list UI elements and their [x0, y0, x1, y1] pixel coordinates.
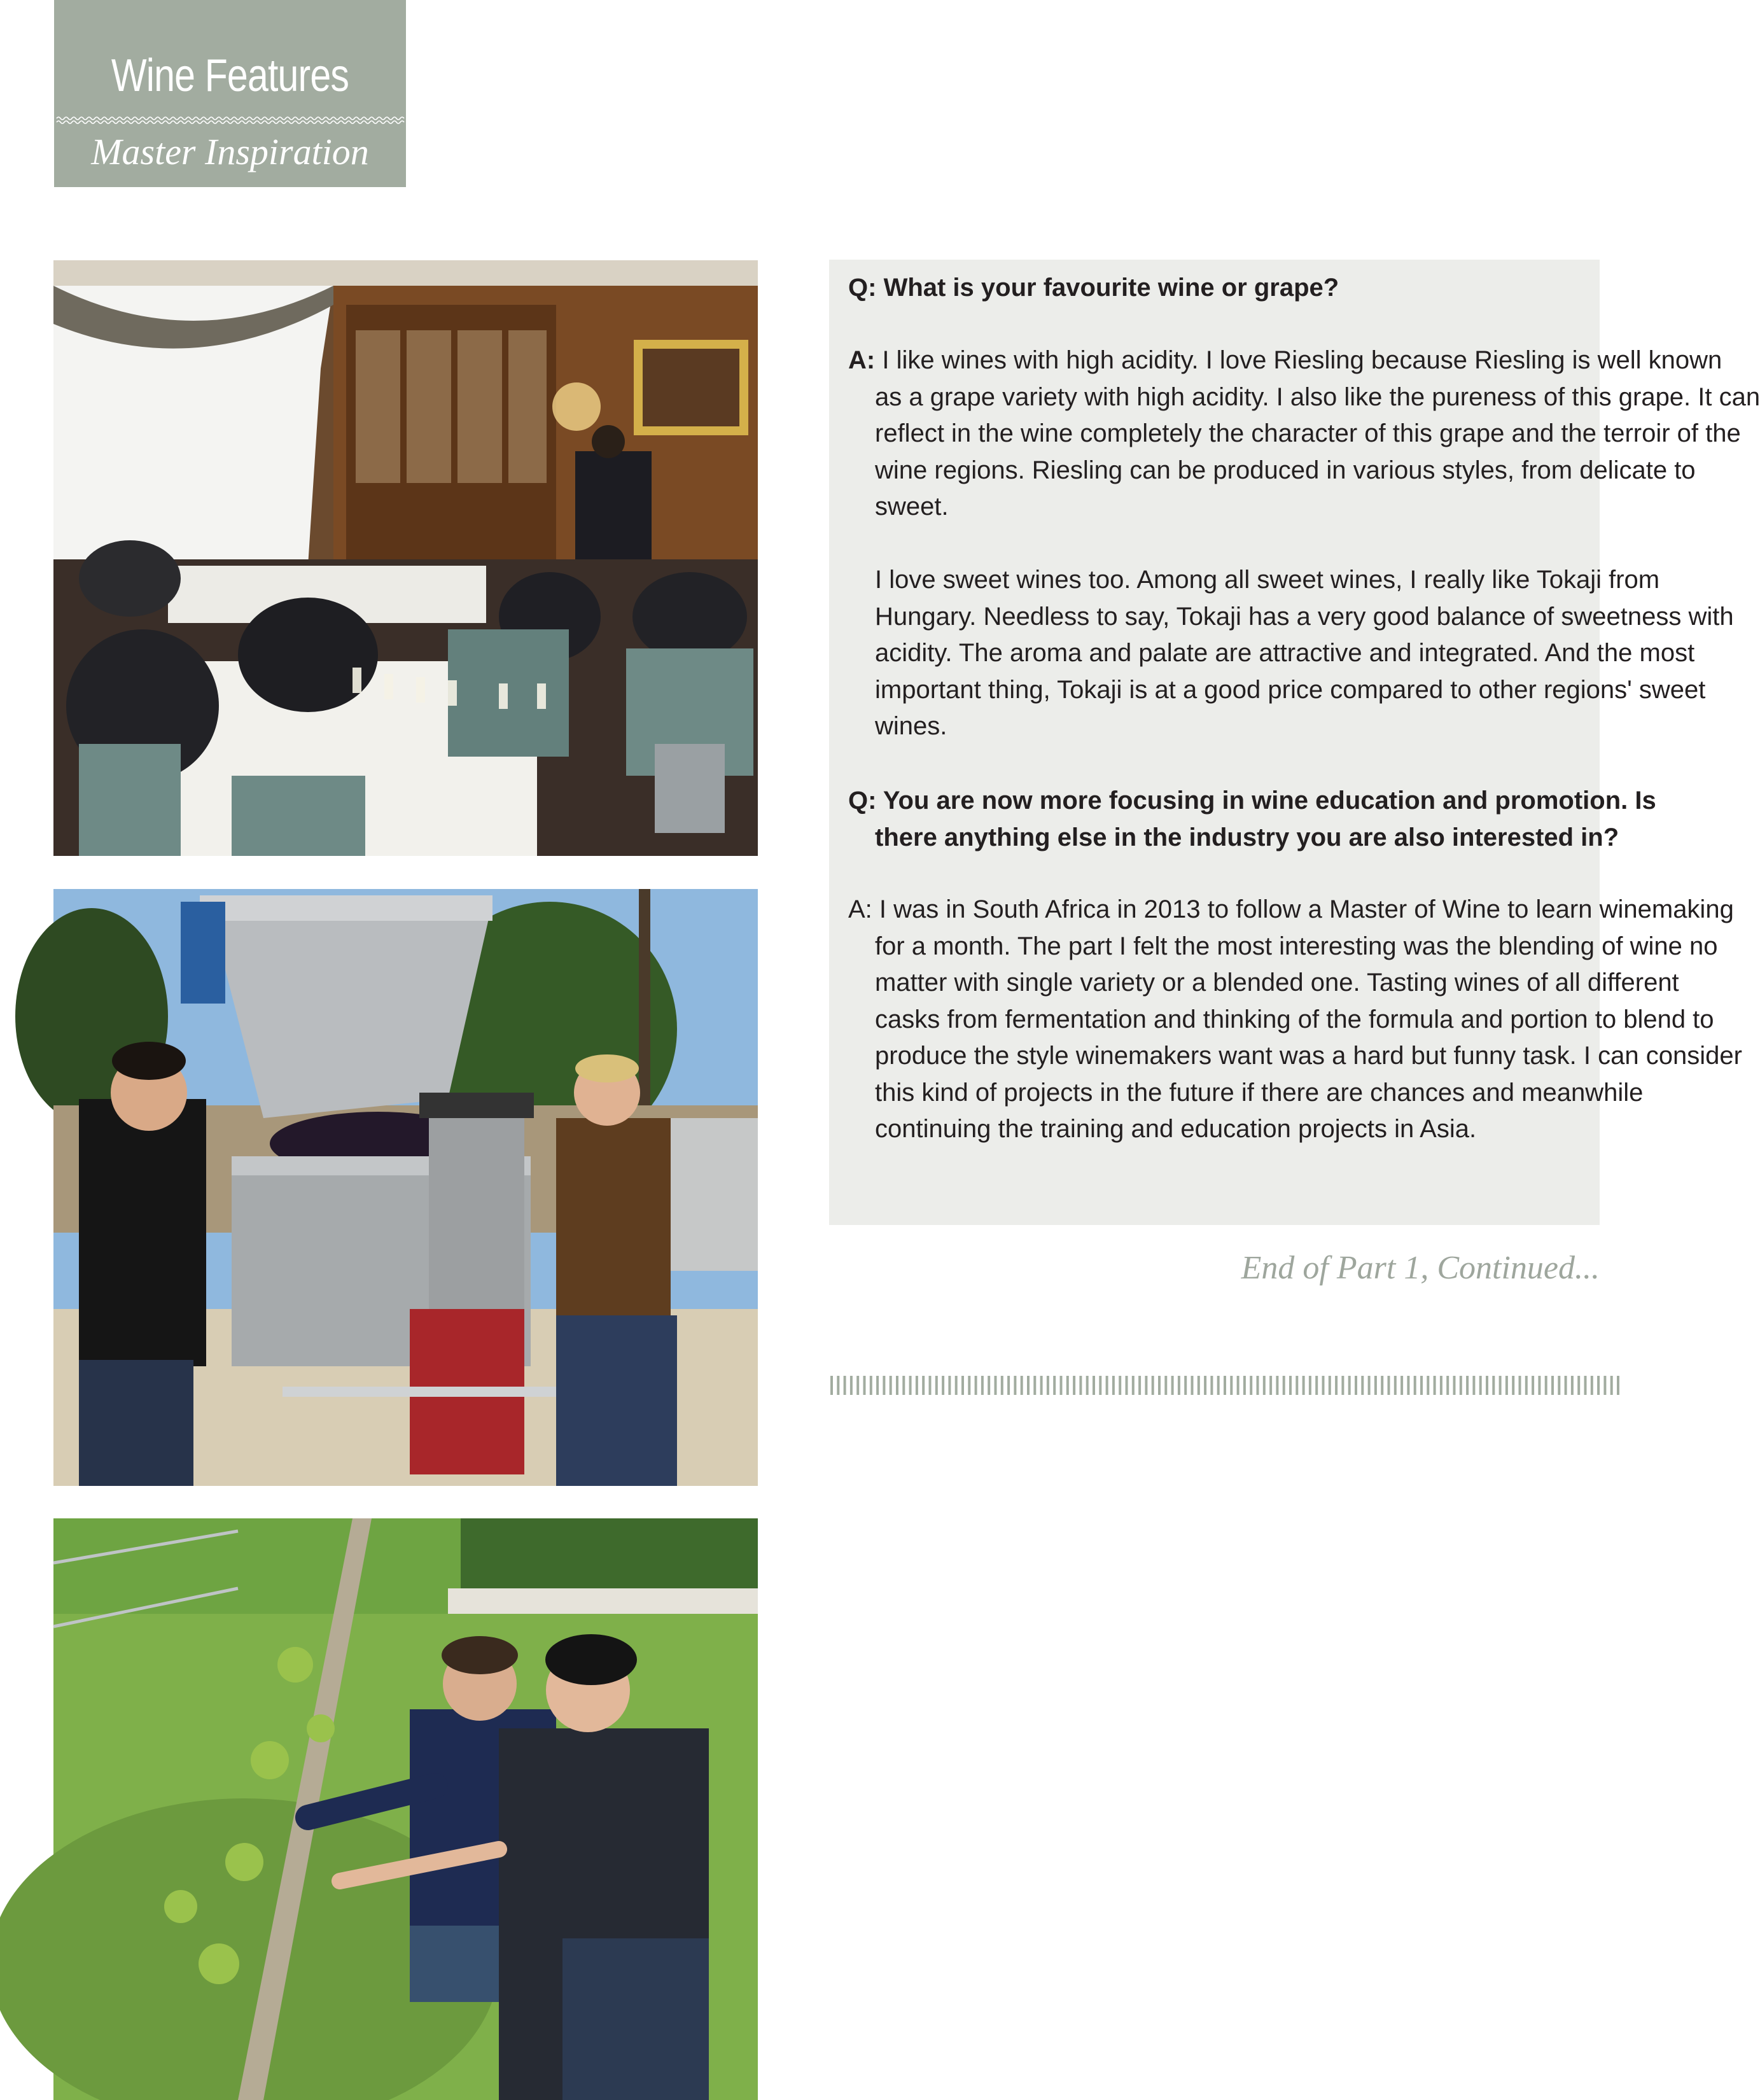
- question-line: there anything else in the industry you are also interested in?: [875, 823, 1619, 851]
- answer-line: for a month. The part I felt the most interesting was the blending of wine no: [875, 932, 1718, 960]
- answer-line: acidity. The aroma and palate are attractive and integrated. And the most: [875, 639, 1695, 667]
- continuation-note: End of Part 1, Continued...: [1241, 1250, 1600, 1286]
- decorative-tick-rule: [829, 1375, 1623, 1396]
- answer-line: Hungary. Needless to say, Tokaji has a very good balance of sweetness with: [875, 602, 1734, 631]
- answer-2: [848, 892, 1742, 1148]
- answer-line: matter with single variety or a blended one. Tasting wines of all different: [875, 969, 1679, 997]
- interview-qa-panel: [829, 260, 1760, 1225]
- answer-1: [848, 342, 1760, 526]
- answer-line: important thing, Tokaji is at a good price compared to other regions' sweet: [875, 675, 1706, 704]
- answer-line: casks from fermentation and thinking of the formula and portion to blend to: [875, 1005, 1714, 1033]
- question-label: Q:: [848, 787, 877, 815]
- photo-winemaking-destemmer: [53, 889, 758, 1486]
- answer-1-paragraph-2: [848, 562, 1734, 745]
- photo-vineyard-inspection: [53, 1518, 758, 2100]
- answer-line: I love sweet wines too. Among all sweet wines, I really like Tokaji from: [875, 566, 1660, 594]
- answer-line: sweet.: [875, 493, 949, 521]
- question-text: What is your favourite wine or grape?: [883, 274, 1339, 302]
- question-2: [848, 783, 1656, 856]
- answer-label: A:: [848, 895, 872, 923]
- section-header: [54, 0, 406, 187]
- question-label: Q:: [848, 274, 877, 302]
- answer-line: I like wines with high acidity. I love Riesling because Riesling is well known: [882, 346, 1722, 374]
- question-line: You are now more focusing in wine education and promotion. Is: [883, 787, 1656, 815]
- answer-line: this kind of projects in the future if there are chances and meanwhile: [875, 1078, 1644, 1107]
- decorative-wave-rule: [57, 116, 403, 125]
- answer-line: wines.: [875, 712, 947, 740]
- question-1: [848, 270, 1587, 307]
- answer-line: wine regions. Riesling can be produced in various styles, from delicate to: [875, 456, 1696, 484]
- section-subtitle: Master Inspiration: [91, 131, 369, 172]
- answer-line: I was in South Africa in 2013 to follow a Master of Wine to learn winemaking: [879, 895, 1734, 923]
- answer-line: produce the style winemakers want was a hard but funny task. I can consider: [875, 1042, 1742, 1070]
- answer-line: as a grape variety with high acidity. I also like the pureness of this grape. It can: [875, 382, 1760, 411]
- answer-line: reflect in the wine completely the character of this grape and the terroir of the: [875, 419, 1741, 447]
- section-title: Wine Features: [111, 50, 349, 101]
- answer-label: A:: [848, 346, 876, 374]
- answer-line: continuing the training and education projects in Asia.: [875, 1115, 1477, 1143]
- photo-wine-tasting-class: [53, 260, 758, 856]
